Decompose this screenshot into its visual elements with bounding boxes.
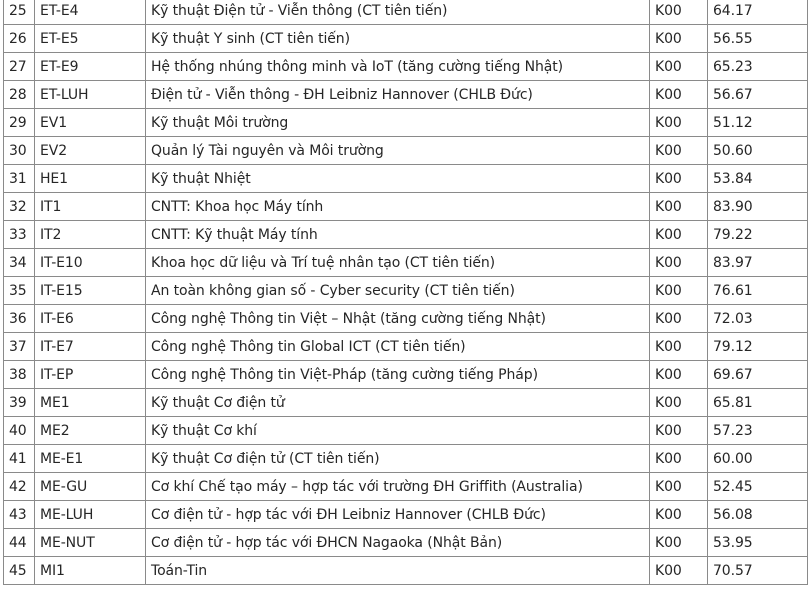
exam-block-cell: K00 bbox=[650, 109, 708, 137]
row-number-cell: 41 bbox=[4, 445, 35, 473]
table-row bbox=[4, 109, 808, 137]
major-code-cell: IT2 bbox=[35, 221, 146, 249]
major-name-cell: CNTT: Khoa học Máy tính bbox=[146, 193, 650, 221]
table-row bbox=[4, 473, 808, 501]
cutoff-score-cell: 65.23 bbox=[708, 53, 808, 81]
table-row bbox=[4, 0, 808, 25]
major-code-cell: ME-NUT bbox=[35, 529, 146, 557]
exam-block-cell: K00 bbox=[650, 473, 708, 501]
admission-scores-table bbox=[3, 0, 808, 585]
major-code-cell: IT-EP bbox=[35, 361, 146, 389]
cutoff-score-cell: 70.57 bbox=[708, 557, 808, 585]
cutoff-score-cell: 56.08 bbox=[708, 501, 808, 529]
major-code-cell: EV1 bbox=[35, 109, 146, 137]
major-name-cell: Kỹ thuật Y sinh (CT tiên tiến) bbox=[146, 25, 650, 53]
exam-block-cell: K00 bbox=[650, 137, 708, 165]
major-name-cell: An toàn không gian số - Cyber security (CT tiên tiến) bbox=[146, 277, 650, 305]
exam-block-cell: K00 bbox=[650, 249, 708, 277]
row-number-cell: 25 bbox=[4, 0, 35, 25]
exam-block-cell: K00 bbox=[650, 417, 708, 445]
row-number-cell: 45 bbox=[4, 557, 35, 585]
table-row bbox=[4, 277, 808, 305]
exam-block-cell: K00 bbox=[650, 53, 708, 81]
exam-block-cell: K00 bbox=[650, 221, 708, 249]
exam-block-cell: K00 bbox=[650, 0, 708, 25]
row-number-cell: 39 bbox=[4, 389, 35, 417]
cutoff-score-cell: 53.95 bbox=[708, 529, 808, 557]
major-code-cell: ET-E9 bbox=[35, 53, 146, 81]
major-name-cell: Kỹ thuật Môi trường bbox=[146, 109, 650, 137]
cutoff-score-cell: 52.45 bbox=[708, 473, 808, 501]
table-row bbox=[4, 305, 808, 333]
exam-block-cell: K00 bbox=[650, 557, 708, 585]
table-row bbox=[4, 221, 808, 249]
exam-block-cell: K00 bbox=[650, 25, 708, 53]
cutoff-score-cell: 57.23 bbox=[708, 417, 808, 445]
exam-block-cell: K00 bbox=[650, 501, 708, 529]
cutoff-score-cell: 56.67 bbox=[708, 81, 808, 109]
major-code-cell: IT-E15 bbox=[35, 277, 146, 305]
major-code-cell: IT-E10 bbox=[35, 249, 146, 277]
table-row bbox=[4, 501, 808, 529]
table-row bbox=[4, 137, 808, 165]
major-name-cell: Kỹ thuật Cơ điện tử bbox=[146, 389, 650, 417]
exam-block-cell: K00 bbox=[650, 193, 708, 221]
table-row bbox=[4, 361, 808, 389]
cutoff-score-cell: 50.60 bbox=[708, 137, 808, 165]
major-name-cell: Khoa học dữ liệu và Trí tuệ nhân tạo (CT tiên tiến) bbox=[146, 249, 650, 277]
table-body bbox=[4, 0, 808, 585]
row-number-cell: 35 bbox=[4, 277, 35, 305]
table-row bbox=[4, 333, 808, 361]
cutoff-score-cell: 76.61 bbox=[708, 277, 808, 305]
cutoff-score-cell: 83.97 bbox=[708, 249, 808, 277]
row-number-cell: 44 bbox=[4, 529, 35, 557]
major-code-cell: ME-E1 bbox=[35, 445, 146, 473]
major-code-cell: ET-E5 bbox=[35, 25, 146, 53]
major-code-cell: IT1 bbox=[35, 193, 146, 221]
major-name-cell: Toán-Tin bbox=[146, 557, 650, 585]
major-code-cell: MI1 bbox=[35, 557, 146, 585]
cutoff-score-cell: 79.12 bbox=[708, 333, 808, 361]
exam-block-cell: K00 bbox=[650, 529, 708, 557]
table-row bbox=[4, 417, 808, 445]
exam-block-cell: K00 bbox=[650, 361, 708, 389]
major-name-cell: Công nghệ Thông tin Việt – Nhật (tăng cường tiếng Nhật) bbox=[146, 305, 650, 333]
major-name-cell: Kỹ thuật Cơ điện tử (CT tiên tiến) bbox=[146, 445, 650, 473]
row-number-cell: 36 bbox=[4, 305, 35, 333]
cutoff-score-cell: 69.67 bbox=[708, 361, 808, 389]
row-number-cell: 30 bbox=[4, 137, 35, 165]
major-code-cell: EV2 bbox=[35, 137, 146, 165]
row-number-cell: 42 bbox=[4, 473, 35, 501]
cutoff-score-cell: 53.84 bbox=[708, 165, 808, 193]
cutoff-score-cell: 56.55 bbox=[708, 25, 808, 53]
major-name-cell: Kỹ thuật Điện tử - Viễn thông (CT tiên tiến) bbox=[146, 0, 650, 25]
row-number-cell: 34 bbox=[4, 249, 35, 277]
table-row bbox=[4, 165, 808, 193]
exam-block-cell: K00 bbox=[650, 277, 708, 305]
major-name-cell: Hệ thống nhúng thông minh và IoT (tăng cường tiếng Nhật) bbox=[146, 53, 650, 81]
cutoff-score-cell: 65.81 bbox=[708, 389, 808, 417]
major-name-cell: Quản lý Tài nguyên và Môi trường bbox=[146, 137, 650, 165]
major-name-cell: CNTT: Kỹ thuật Máy tính bbox=[146, 221, 650, 249]
major-name-cell: Công nghệ Thông tin Việt-Pháp (tăng cường tiếng Pháp) bbox=[146, 361, 650, 389]
cutoff-score-cell: 51.12 bbox=[708, 109, 808, 137]
table-row bbox=[4, 53, 808, 81]
table-row bbox=[4, 25, 808, 53]
major-name-cell: Điện tử - Viễn thông - ĐH Leibniz Hannover (CHLB Đức) bbox=[146, 81, 650, 109]
row-number-cell: 37 bbox=[4, 333, 35, 361]
major-name-cell: Công nghệ Thông tin Global ICT (CT tiên tiến) bbox=[146, 333, 650, 361]
major-code-cell: ET-E4 bbox=[35, 0, 146, 25]
table-row bbox=[4, 557, 808, 585]
row-number-cell: 40 bbox=[4, 417, 35, 445]
row-number-cell: 28 bbox=[4, 81, 35, 109]
table-row bbox=[4, 81, 808, 109]
row-number-cell: 43 bbox=[4, 501, 35, 529]
major-name-cell: Cơ điện tử - hợp tác với ĐH Leibniz Hannover (CHLB Đức) bbox=[146, 501, 650, 529]
cutoff-score-cell: 60.00 bbox=[708, 445, 808, 473]
row-number-cell: 31 bbox=[4, 165, 35, 193]
cutoff-score-cell: 72.03 bbox=[708, 305, 808, 333]
exam-block-cell: K00 bbox=[650, 81, 708, 109]
major-code-cell: ME1 bbox=[35, 389, 146, 417]
exam-block-cell: K00 bbox=[650, 389, 708, 417]
row-number-cell: 38 bbox=[4, 361, 35, 389]
major-code-cell: IT-E6 bbox=[35, 305, 146, 333]
major-code-cell: ET-LUH bbox=[35, 81, 146, 109]
row-number-cell: 29 bbox=[4, 109, 35, 137]
major-code-cell: HE1 bbox=[35, 165, 146, 193]
cutoff-score-cell: 64.17 bbox=[708, 0, 808, 25]
table-row bbox=[4, 389, 808, 417]
exam-block-cell: K00 bbox=[650, 305, 708, 333]
major-name-cell: Cơ điện tử - hợp tác với ĐHCN Nagaoka (Nhật Bản) bbox=[146, 529, 650, 557]
table-row bbox=[4, 249, 808, 277]
major-code-cell: IT-E7 bbox=[35, 333, 146, 361]
cutoff-score-cell: 79.22 bbox=[708, 221, 808, 249]
major-name-cell: Cơ khí Chế tạo máy – hợp tác với trường ĐH Griffith (Australia) bbox=[146, 473, 650, 501]
exam-block-cell: K00 bbox=[650, 445, 708, 473]
table-row bbox=[4, 529, 808, 557]
row-number-cell: 26 bbox=[4, 25, 35, 53]
cutoff-score-cell: 83.90 bbox=[708, 193, 808, 221]
major-code-cell: ME-GU bbox=[35, 473, 146, 501]
major-name-cell: Kỹ thuật Nhiệt bbox=[146, 165, 650, 193]
table-row bbox=[4, 445, 808, 473]
major-name-cell: Kỹ thuật Cơ khí bbox=[146, 417, 650, 445]
row-number-cell: 32 bbox=[4, 193, 35, 221]
major-code-cell: ME-LUH bbox=[35, 501, 146, 529]
major-code-cell: ME2 bbox=[35, 417, 146, 445]
exam-block-cell: K00 bbox=[650, 333, 708, 361]
table-row bbox=[4, 193, 808, 221]
row-number-cell: 27 bbox=[4, 53, 35, 81]
exam-block-cell: K00 bbox=[650, 165, 708, 193]
row-number-cell: 33 bbox=[4, 221, 35, 249]
